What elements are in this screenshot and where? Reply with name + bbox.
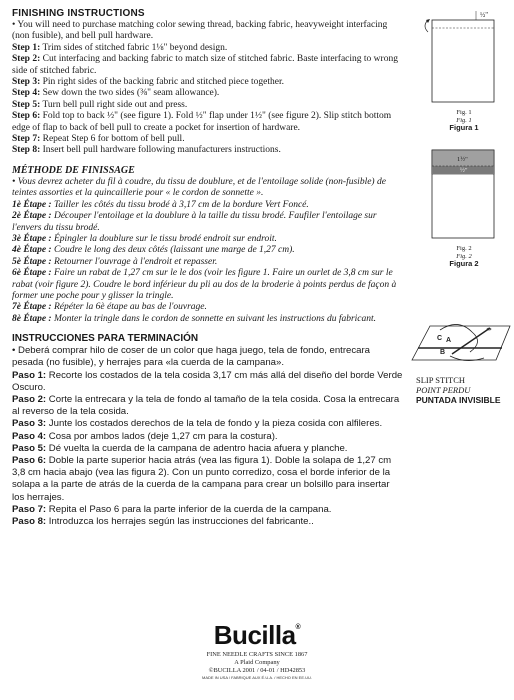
english-step-text: Fold top to back ½" (see figure 1). Fold ½" flap under 1½" (see figure 2). Slip stitch bottom edge of flap to back of bell pull to create a pocket for insertion of hardware. [12, 111, 392, 133]
spanish-step-label: Paso 5: [12, 442, 47, 454]
french-step-text: Tailler les côtés du tissu brodé à 3,17 cm de la bordure Vert Foncé. [51, 199, 309, 210]
french-intro: • Vous devrez acheter du fil à coudre, du tissu de doublure, et de l'entoilage solide (non-fusible) de teintes assorties et la quincaillerie pour « le cordon de sonnette ». [12, 176, 386, 199]
figure-2-caption-fr: Fig. 2 [456, 252, 472, 260]
french-step-label: 3è Étape : [12, 233, 52, 244]
french-step-8 [12, 314, 404, 325]
french-step-label: 2è Étape : [12, 211, 52, 222]
spanish-step-text: Introduzca los herrajes según las instrucciones del fabricante.. [46, 516, 314, 527]
english-title: FINISHING INSTRUCTIONS [12, 8, 145, 19]
french-step-text: Retourner l'ouvrage à l'endroit et repasser. [51, 256, 218, 267]
french-step-4 [12, 245, 404, 256]
french-step-3 [12, 234, 404, 245]
instructions-column [12, 8, 404, 528]
spanish-title: INSTRUCCIONES PARA TERMINACIÓN [12, 333, 199, 345]
english-step-label: Step 6: [12, 111, 41, 122]
french-steps [12, 200, 404, 325]
slip-label-a: A [446, 337, 452, 344]
brand-tagline: FINE NEEDLE CRAFTS SINCE 1867 [206, 651, 308, 658]
spanish-step-label: Paso 4: [12, 430, 47, 442]
made-in-line: MADE IN USA / FABRIQUE AUX É.U.A. / HECHO EN EE.UU. [201, 675, 313, 680]
french-step-6 [12, 268, 404, 302]
english-step-label: Step 7: [12, 134, 41, 145]
figure-2-measure-bottom: ½" [460, 167, 468, 174]
spanish-step-text: Junte los costados derechos de la tela de fondo y la pieza cosida con alfileres. [46, 418, 383, 430]
french-step-text: Monter la tringle dans le cordon de sonnette en suivant les instructions du fabricant. [51, 313, 377, 324]
english-step-4 [12, 88, 404, 99]
french-step-text: Faire un rabat de 1,27 cm sur le le dos (voir les figure 1. Faire un ourlet de 3,8 cm sur le rabat (voir figure 2). Coudre le bord inférieur du pli au dos de la broderie à points perdus de façon à former une poche pour y glisser la tringle. [12, 268, 397, 301]
english-section [12, 8, 404, 157]
bucilla-logo [214, 620, 300, 651]
logo-text: Bucilla [213, 620, 296, 650]
english-steps [12, 43, 404, 157]
spanish-step-3 [12, 418, 404, 430]
spanish-step-label: Paso 6: [12, 454, 47, 466]
slip-stitch-label-fr: POINT PERDU [416, 385, 471, 395]
figure-2 [416, 148, 512, 268]
slip-stitch-diagram [410, 308, 514, 370]
french-step-text: Répéter la 6è étape au bas de l'ouvrage. [51, 302, 207, 313]
french-step-label: 8è Étape : [12, 313, 52, 324]
figure-2-caption-en: Fig. 2 [456, 245, 472, 252]
spanish-intro: • Deberá comprar hilo de coser de un color que haga juego, tela de fondo, entrecara pesada (no fusible), y herrajes para «la cuerda de la campana». [12, 345, 371, 369]
spanish-step-label: Paso 3: [12, 418, 47, 430]
spanish-step-text: Cosa por ambos lados (deje 1,27 cm para la costura). [46, 430, 278, 442]
copyright-line: ©BUCILLA 2001 / 04-01 / HD42853 [208, 667, 306, 674]
brand-footer [0, 620, 514, 681]
french-step-1 [12, 200, 404, 211]
french-step-text: Découper l'entoilage et la doublure à la taille du tissu brodé. Faufiler l'entoilage sur l'envers du tissu brodé. [12, 211, 377, 233]
english-step-label: Step 2: [12, 54, 41, 65]
english-step-5 [12, 100, 404, 111]
spanish-step-5 [12, 443, 404, 455]
french-step-text: Épingler la doublure sur le tissu brodé endroit sur endroit. [51, 233, 277, 244]
spanish-step-1 [12, 370, 404, 394]
figure-1-caption-fr: Fig. 1 [456, 116, 472, 124]
english-step-label: Step 8: [12, 145, 41, 156]
figure-1 [416, 8, 512, 132]
french-step-label: 1è Étape : [12, 199, 52, 210]
english-step-3 [12, 77, 404, 88]
french-step-2 [12, 211, 404, 234]
spanish-step-text: Recorte los costados de la tela cosida 3,17 cm más allá del diseño del borde Verde Oscuro. [12, 369, 403, 393]
registered-mark: ® [295, 624, 301, 631]
english-step-2 [12, 54, 404, 77]
english-intro: • You will need to purchase matching color sewing thread, backing fabric, heavyweight interfacing (non fusible), and bell pull hardware. [12, 20, 388, 42]
english-step-7 [12, 134, 404, 145]
english-step-label: Step 3: [12, 77, 41, 88]
spanish-step-6 [12, 455, 404, 504]
french-title: MÉTHODE DE FINISSAGE [12, 164, 135, 176]
spanish-section [12, 333, 404, 528]
spanish-step-label: Paso 8: [12, 516, 47, 527]
figure-1-diagram [416, 8, 512, 104]
spanish-step-8 [12, 516, 404, 528]
arrow-head-icon [426, 19, 430, 23]
figure-2-diagram [416, 148, 512, 240]
spanish-step-text: Repita el Paso 6 para la parte inferior de la cuerda de la campana. [46, 503, 332, 515]
slip-stitch-illustration [410, 308, 514, 405]
english-step-label: Step 4: [12, 88, 41, 99]
english-step-text: Insert bell pull hardware following manufacturers instructions. [40, 145, 281, 156]
french-step-label: 7è Étape : [12, 302, 52, 313]
english-step-text: Pin right sides of the backing fabric and stitched piece together. [40, 77, 285, 88]
english-step-text: Cut interfacing and backing fabric to match size of stitched fabric. Baste interfacing to wrong side of stitched fabric. [12, 54, 398, 76]
figure-2-measure-top: 1½" [457, 156, 468, 163]
english-step-1 [12, 43, 404, 54]
figure-1-caption-en: Fig. 1 [456, 109, 472, 116]
english-step-label: Step 5: [12, 99, 41, 110]
french-step-label: 4è Étape : [12, 245, 52, 256]
french-step-5 [12, 257, 404, 268]
spanish-step-text: Corte la entrecara y la tela de fondo al tamaño de la tela cosida. Cosa la entrecara al reverso de la tela cosida. [12, 393, 400, 418]
spanish-step-text: Dé vuelta la cuerda de la campana de adentro hacia afuera y planche. [46, 442, 348, 454]
figure-1-caption-es: Figura 1 [449, 123, 479, 132]
spanish-step-label: Paso 7: [12, 503, 47, 515]
french-step-7 [12, 302, 404, 313]
english-step-label: Step 1: [12, 42, 41, 53]
spanish-step-4 [12, 431, 404, 443]
spanish-step-label: Paso 1: [12, 369, 47, 381]
slip-stitch-label-en: SLIP STITCH [416, 375, 466, 385]
spanish-step-2 [12, 394, 404, 418]
figure-1-measure: ½" [480, 11, 489, 19]
english-step-text: Repeat Step 6 for bottom of bell pull. [40, 134, 185, 145]
french-section [12, 165, 404, 325]
english-step-text: Trim sides of stitched fabric 1⅛" beyond design. [40, 42, 228, 53]
french-step-label: 6è Étape : [12, 268, 52, 279]
spanish-step-7 [12, 504, 404, 516]
brand-company: A Plaid Company [234, 659, 280, 666]
figure-2-caption-es: Figura 2 [449, 259, 479, 268]
spanish-step-text: Doble la parte superior hacia atrás (vea las figura 1). Doble la solapa de 1,27 cm 3,8 cm hacia abajo (vea las figura 2). Con un punto corredizo, cosa el borde inferior de la solapa a la parte de atrás de la cuerda de la campana para crear un bolsillo para insertar los herrajes. [12, 454, 392, 503]
english-step-6 [12, 111, 404, 134]
spanish-steps [12, 370, 404, 529]
english-step-text: Turn bell pull right side out and press. [40, 99, 188, 110]
french-step-text: Coudre le long des deux côtés (laissant une marge de 1,27 cm). [51, 245, 295, 256]
english-step-text: Sew down the two sides (⅜" seam allowance). [40, 88, 220, 99]
english-step-8 [12, 145, 404, 156]
slip-stitch-label-es: PUNTADA INVISIBLE [416, 395, 501, 405]
slip-label-b: B [440, 349, 446, 356]
slip-label-c: C [437, 335, 443, 342]
french-step-label: 5è Étape : [12, 256, 52, 267]
spanish-step-label: Paso 2: [12, 393, 47, 405]
